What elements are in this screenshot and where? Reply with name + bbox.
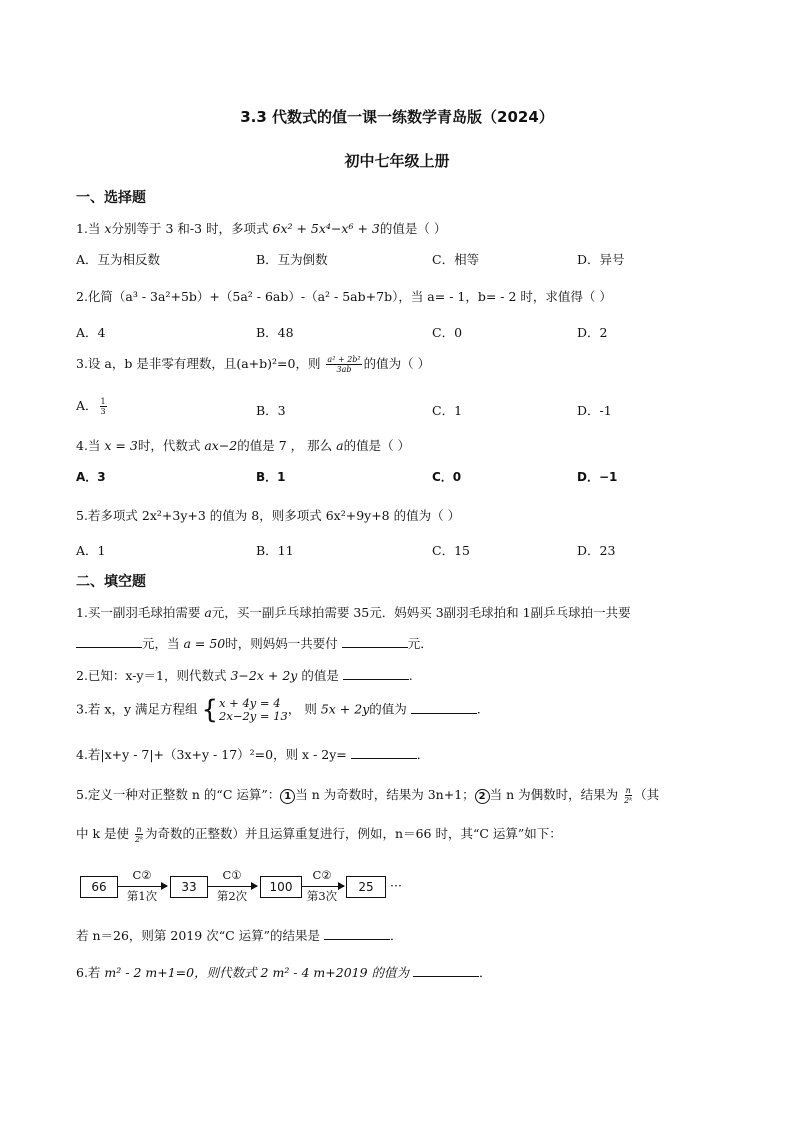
circled-number: 2	[475, 789, 490, 804]
question-5-option-d: D．23	[577, 543, 616, 558]
page-title: 3.3 代数式的值一课一练数学青岛版（2024）	[240, 108, 554, 126]
arrow-1	[117, 886, 167, 887]
equation-system: { x + 4y = 4 2x−2y = 13	[201, 695, 288, 725]
question-3-option-d: D．-1	[577, 403, 612, 418]
question-4-option-a: A．3	[76, 470, 106, 484]
question-5-option-a: A．1	[76, 543, 106, 558]
question-3-stem: 3.设 a，b 是非零有理数，且(a+b)²=0，则 $\frac{\text{a² + 2b²}}{3ab}$ 的值为（ ）	[76, 355, 431, 374]
arrow-1-op: C②	[132, 868, 152, 882]
question-1-stem: 1.当 x分别等于 3 和-3 时，多项式 6x² + 5x⁴−x⁶ + 3的值是（ ）	[76, 221, 447, 236]
question-5-option-b: B．11	[256, 543, 294, 558]
question-1-option-b: B．互为倒数	[256, 252, 328, 267]
arrow-3-op: C②	[312, 868, 332, 882]
diagram-box-100: 100	[260, 876, 302, 898]
question-2-option-a: A．4	[76, 325, 106, 340]
question-2-option-c: C．0	[432, 325, 463, 340]
page-subtitle: 初中七年级上册	[344, 152, 450, 170]
diagram-box-25: 25	[346, 876, 386, 898]
answer-blank[interactable]	[76, 637, 142, 648]
question-3-option-a: A． $\frac{1}{3}$	[76, 397, 106, 416]
fill-3-line: 3.若 x，y 满足方程组 { x + 4y = 4 2x−2y = 13 ， 则 5x + 2y的值为 .	[76, 695, 481, 725]
arrow-2	[207, 886, 257, 887]
answer-blank[interactable]	[324, 929, 390, 940]
fill-6-line: 6.若 m² - 2 m+1=0，则代数式 2 m² - 4 m+2019 的值为 ．	[76, 965, 492, 980]
fill-5-line-2: 中 k 是使 $\frac{n}{\text{2ᵏ}}$ 为奇数的正整数）并且运算重复进行，例如，n＝66 时，其“C 运算”如下：	[76, 825, 562, 844]
circled-number: 1	[280, 789, 295, 804]
question-2-option-d: D．2	[577, 325, 608, 340]
section-fill-heading: 二、填空题	[76, 574, 146, 590]
arrow-2-op: C①	[222, 868, 242, 882]
fill-1-line-2: 元，当 a = 50时，则妈妈一共要付 元．	[76, 634, 433, 652]
question-4-option-c: C．0	[432, 470, 462, 484]
question-1-option-c: C．相等	[432, 252, 480, 267]
question-3-fraction: $\frac{\text{a² + 2b²}}{3ab}$	[327, 355, 361, 374]
fill-1-line-1: 1.买一副羽毛球拍需要 a元，买一副乒乓球拍需要 35元．妈妈买 3副羽毛球拍和 1副乒乓球拍一共要	[76, 605, 631, 620]
arrow-3-step: 第3次	[306, 889, 338, 903]
question-1-option-a: A．互为相反数	[76, 252, 161, 267]
question-3-option-c: C．1	[432, 403, 463, 418]
fill-4-line: 4.若|x+y - 7|+（3x+y - 17）²=0，则 x - 2y= ．	[76, 747, 430, 762]
question-5-option-c: C．15	[432, 543, 470, 558]
fill-2-line: 2.已知：x-y＝1，则代数式 3−2x + 2y 的值是 .	[76, 668, 413, 683]
question-1-option-d: D．异号	[577, 252, 625, 267]
answer-blank[interactable]	[343, 669, 409, 680]
question-4-option-d: D．−1	[577, 470, 618, 484]
answer-blank[interactable]	[351, 748, 417, 759]
fill-5-line-3: 若 n＝26，则第 2019 次“C 运算”的结果是 ．	[76, 928, 403, 943]
diagram-box-66: 66	[80, 876, 118, 898]
section-choice-heading: 一、选择题	[76, 190, 146, 206]
question-3-option-b: B．3	[256, 403, 286, 418]
diagram-ellipsis: ···	[390, 878, 402, 893]
fill-5-line-1: 5.定义一种对正整数 n 的“C 运算”： 1 当 n 为奇数时，结果为 3n+1； 2 当 n 为偶数时，结果为 $\frac{n}{\text{2ᵏ}}$ （其	[76, 786, 660, 805]
answer-blank[interactable]	[411, 703, 477, 714]
question-4-stem: 4.当 x = 3时，代数式 ax−2的值是 7 ， 那么 a的值是（ ）	[76, 438, 411, 453]
arrow-3	[301, 886, 344, 887]
arrow-2-step: 第2次	[216, 889, 248, 903]
answer-blank[interactable]	[342, 637, 408, 648]
answer-blank[interactable]	[413, 966, 479, 977]
question-5-stem: 5.若多项式 2x²+3y+3 的值为 8，则多项式 6x²+9y+8 的值为（ ）	[76, 508, 461, 523]
question-4-option-b: B．1	[256, 470, 286, 484]
diagram-box-33: 33	[170, 876, 208, 898]
question-2-stem: 2.化简（a³ - 3a²+5b）+（5a² - 6ab）-（a² - 5ab+7b），当 a= - 1，b= - 2 时，求值得（ ）	[76, 289, 612, 304]
arrow-1-step: 第1次	[126, 889, 158, 903]
question-2-option-b: B．48	[256, 325, 294, 340]
